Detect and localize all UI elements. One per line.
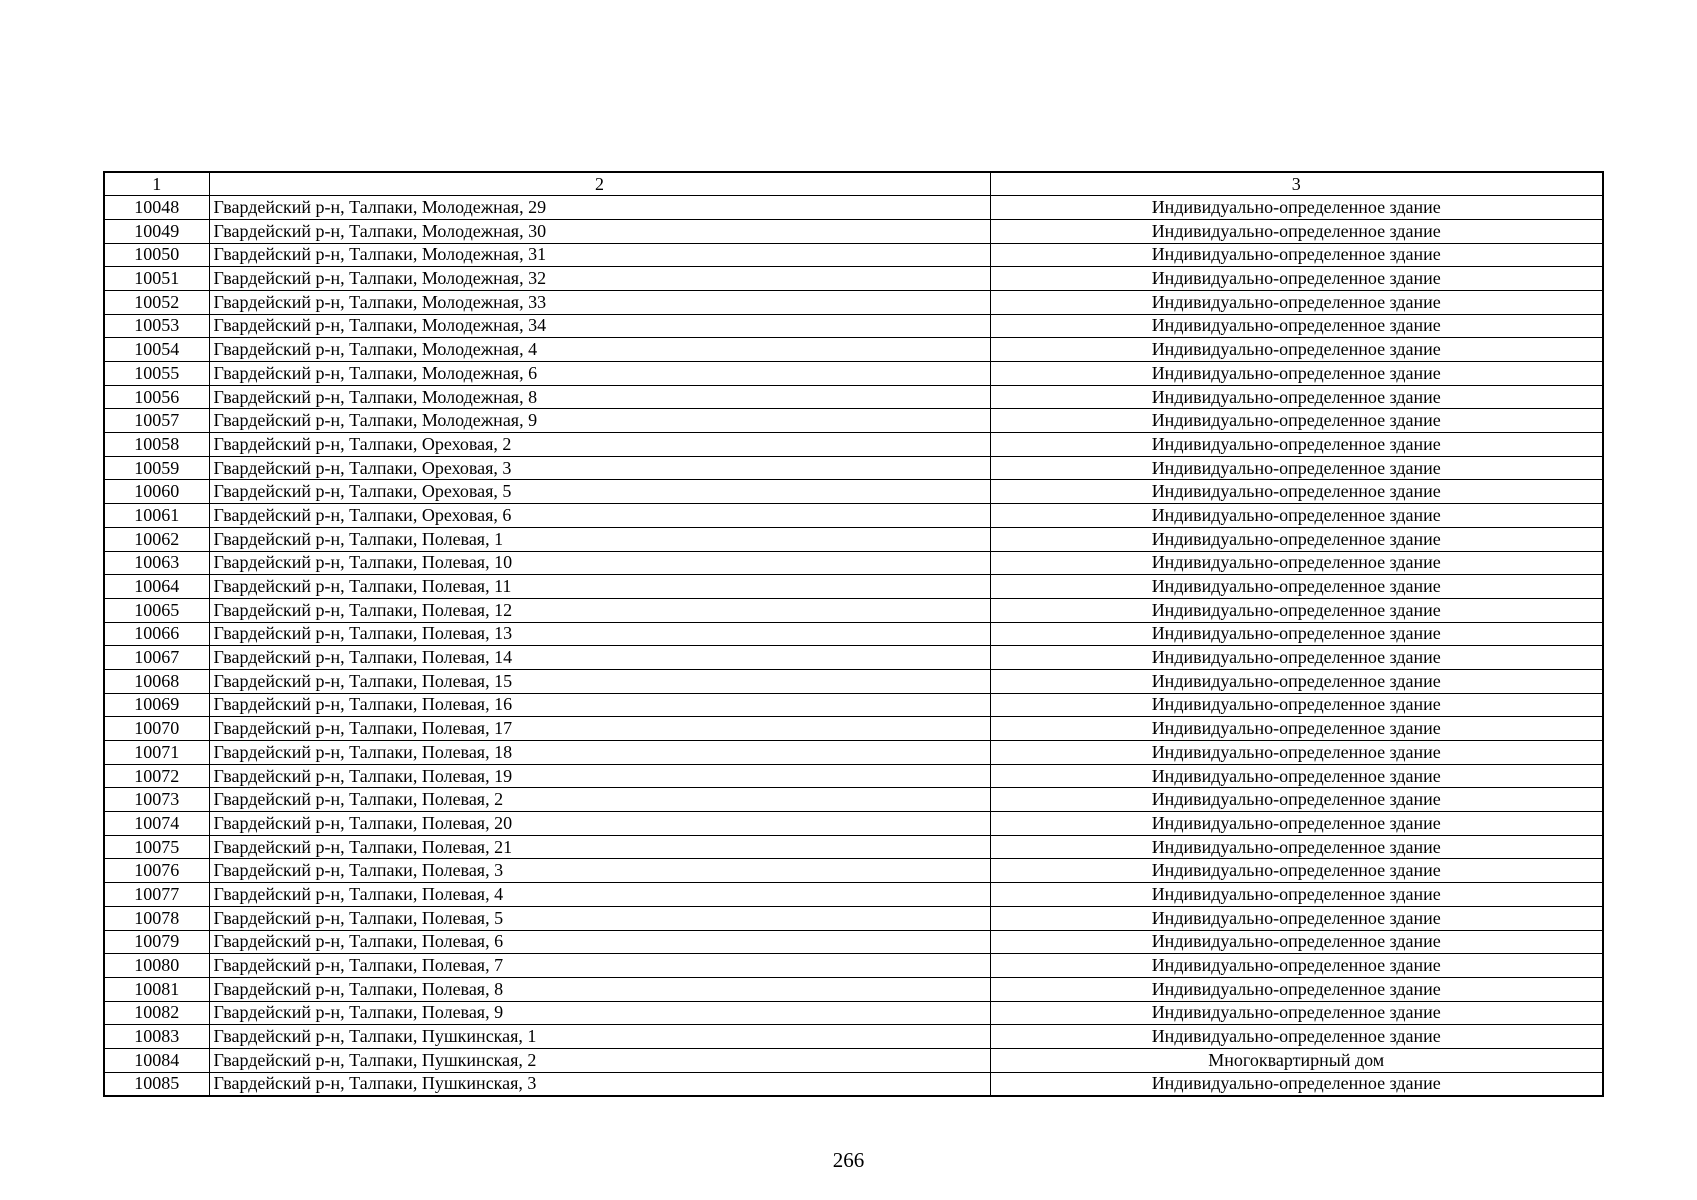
row-address: Гвардейский р-н, Талпаки, Полевая, 3: [209, 859, 990, 883]
row-number: 10064: [104, 575, 209, 599]
row-number: 10084: [104, 1048, 209, 1072]
row-number: 10059: [104, 456, 209, 480]
row-address: Гвардейский р-н, Талпаки, Полевая, 16: [209, 693, 990, 717]
row-address: Гвардейский р-н, Талпаки, Полевая, 10: [209, 551, 990, 575]
header-row: [104, 172, 1603, 196]
row-number: 10071: [104, 741, 209, 765]
row-number: 10079: [104, 930, 209, 954]
row-number: 10061: [104, 504, 209, 528]
table-row: [104, 835, 1603, 859]
table-row: [104, 385, 1603, 409]
row-number: 10081: [104, 977, 209, 1001]
table-row: [104, 764, 1603, 788]
row-number: 10074: [104, 812, 209, 836]
table-row: [104, 693, 1603, 717]
row-address: Гвардейский р-н, Талпаки, Полевая, 6: [209, 930, 990, 954]
table-row: [104, 243, 1603, 267]
row-object-type: Многоквартирный дом: [990, 1048, 1603, 1072]
row-address: Гвардейский р-н, Талпаки, Полевая, 15: [209, 669, 990, 693]
row-address: Гвардейский р-н, Талпаки, Полевая, 7: [209, 954, 990, 978]
row-address: Гвардейский р-н, Талпаки, Полевая, 14: [209, 646, 990, 670]
row-address: Гвардейский р-н, Талпаки, Ореховая, 2: [209, 433, 990, 457]
table-body: [104, 196, 1603, 1096]
row-object-type: Индивидуально-определенное здание: [990, 717, 1603, 741]
row-number: 10055: [104, 362, 209, 386]
table-row: [104, 859, 1603, 883]
table-row: [104, 883, 1603, 907]
row-address: Гвардейский р-н, Талпаки, Полевая, 18: [209, 741, 990, 765]
row-number: 10069: [104, 693, 209, 717]
row-object-type: Индивидуально-определенное здание: [990, 835, 1603, 859]
row-address: Гвардейский р-н, Талпаки, Пушкинская, 2: [209, 1048, 990, 1072]
row-object-type: Индивидуально-определенное здание: [990, 954, 1603, 978]
row-address: Гвардейский р-н, Талпаки, Молодежная, 34: [209, 314, 990, 338]
row-object-type: Индивидуально-определенное здание: [990, 764, 1603, 788]
row-object-type: Индивидуально-определенное здание: [990, 504, 1603, 528]
table-row: [104, 456, 1603, 480]
row-object-type: Индивидуально-определенное здание: [990, 1072, 1603, 1096]
row-address: Гвардейский р-н, Талпаки, Полевая, 4: [209, 883, 990, 907]
row-address: Гвардейский р-н, Талпаки, Молодежная, 8: [209, 385, 990, 409]
table-row: [104, 196, 1603, 220]
row-object-type: Индивидуально-определенное здание: [990, 859, 1603, 883]
table-row: [104, 646, 1603, 670]
row-object-type: Индивидуально-определенное здание: [990, 409, 1603, 433]
row-number: 10049: [104, 219, 209, 243]
row-object-type: Индивидуально-определенное здание: [990, 480, 1603, 504]
table-row: [104, 551, 1603, 575]
row-number: 10062: [104, 527, 209, 551]
row-object-type: Индивидуально-определенное здание: [990, 622, 1603, 646]
row-address: Гвардейский р-н, Талпаки, Молодежная, 6: [209, 362, 990, 386]
row-number: 10063: [104, 551, 209, 575]
table-row: [104, 622, 1603, 646]
row-address: Гвардейский р-н, Талпаки, Ореховая, 3: [209, 456, 990, 480]
row-number: 10065: [104, 598, 209, 622]
row-address: Гвардейский р-н, Талпаки, Полевая, 2: [209, 788, 990, 812]
row-address: Гвардейский р-н, Талпаки, Полевая, 21: [209, 835, 990, 859]
row-object-type: Индивидуально-определенное здание: [990, 290, 1603, 314]
table-row: [104, 362, 1603, 386]
row-object-type: Индивидуально-определенное здание: [990, 883, 1603, 907]
table-row: [104, 1048, 1603, 1072]
row-object-type: Индивидуально-определенное здание: [990, 456, 1603, 480]
row-object-type: Индивидуально-определенное здание: [990, 196, 1603, 220]
row-object-type: Индивидуально-определенное здание: [990, 693, 1603, 717]
header-col-2: 2: [209, 172, 990, 196]
row-number: 10073: [104, 788, 209, 812]
row-address: Гвардейский р-н, Талпаки, Полевая, 20: [209, 812, 990, 836]
row-number: 10050: [104, 243, 209, 267]
row-number: 10067: [104, 646, 209, 670]
row-object-type: Индивидуально-определенное здание: [990, 575, 1603, 599]
table-row: [104, 527, 1603, 551]
row-number: 10060: [104, 480, 209, 504]
table-row: [104, 267, 1603, 291]
table-row: [104, 598, 1603, 622]
row-object-type: Индивидуально-определенное здание: [990, 788, 1603, 812]
row-object-type: Индивидуально-определенное здание: [990, 551, 1603, 575]
row-number: 10080: [104, 954, 209, 978]
table-row: [104, 575, 1603, 599]
row-object-type: Индивидуально-определенное здание: [990, 243, 1603, 267]
row-address: Гвардейский р-н, Талпаки, Молодежная, 31: [209, 243, 990, 267]
row-number: 10083: [104, 1025, 209, 1049]
table-header: [104, 172, 1603, 196]
row-address: Гвардейский р-н, Талпаки, Ореховая, 5: [209, 480, 990, 504]
table-row: [104, 812, 1603, 836]
row-number: 10068: [104, 669, 209, 693]
row-address: Гвардейский р-н, Талпаки, Молодежная, 33: [209, 290, 990, 314]
row-number: 10058: [104, 433, 209, 457]
row-object-type: Индивидуально-определенное здание: [990, 219, 1603, 243]
row-address: Гвардейский р-н, Талпаки, Полевая, 11: [209, 575, 990, 599]
table-row: [104, 717, 1603, 741]
row-object-type: Индивидуально-определенное здание: [990, 598, 1603, 622]
row-address: Гвардейский р-н, Талпаки, Полевая, 1: [209, 527, 990, 551]
row-object-type: Индивидуально-определенное здание: [990, 433, 1603, 457]
row-object-type: Индивидуально-определенное здание: [990, 646, 1603, 670]
table-row: [104, 906, 1603, 930]
row-number: 10075: [104, 835, 209, 859]
row-address: Гвардейский р-н, Талпаки, Полевая, 5: [209, 906, 990, 930]
table-row: [104, 954, 1603, 978]
row-object-type: Индивидуально-определенное здание: [990, 338, 1603, 362]
table-row: [104, 977, 1603, 1001]
row-number: 10057: [104, 409, 209, 433]
row-address: Гвардейский р-н, Талпаки, Полевая, 9: [209, 1001, 990, 1025]
row-object-type: Индивидуально-определенное здание: [990, 362, 1603, 386]
row-number: 10066: [104, 622, 209, 646]
registry-table: [103, 171, 1604, 1097]
header-col-1: 1: [104, 172, 209, 196]
header-col-3: 3: [990, 172, 1603, 196]
table-row: [104, 433, 1603, 457]
row-address: Гвардейский р-н, Талпаки, Пушкинская, 1: [209, 1025, 990, 1049]
row-number: 10056: [104, 385, 209, 409]
row-object-type: Индивидуально-определенное здание: [990, 385, 1603, 409]
row-object-type: Индивидуально-определенное здание: [990, 1025, 1603, 1049]
table-row: [104, 338, 1603, 362]
row-number: 10054: [104, 338, 209, 362]
row-object-type: Индивидуально-определенное здание: [990, 1001, 1603, 1025]
row-number: 10076: [104, 859, 209, 883]
row-address: Гвардейский р-н, Талпаки, Полевая, 13: [209, 622, 990, 646]
row-object-type: Индивидуально-определенное здание: [990, 267, 1603, 291]
row-number: 10072: [104, 764, 209, 788]
row-number: 10070: [104, 717, 209, 741]
row-address: Гвардейский р-н, Талпаки, Молодежная, 4: [209, 338, 990, 362]
row-object-type: Индивидуально-определенное здание: [990, 977, 1603, 1001]
row-address: Гвардейский р-н, Талпаки, Молодежная, 29: [209, 196, 990, 220]
row-number: 10048: [104, 196, 209, 220]
table-row: [104, 219, 1603, 243]
row-object-type: Индивидуально-определенное здание: [990, 669, 1603, 693]
table-row: [104, 741, 1603, 765]
table-row: [104, 1001, 1603, 1025]
row-address: Гвардейский р-н, Талпаки, Молодежная, 30: [209, 219, 990, 243]
row-address: Гвардейский р-н, Талпаки, Ореховая, 6: [209, 504, 990, 528]
row-address: Гвардейский р-н, Талпаки, Полевая, 17: [209, 717, 990, 741]
row-number: 10082: [104, 1001, 209, 1025]
table-row: [104, 1025, 1603, 1049]
row-object-type: Индивидуально-определенное здание: [990, 812, 1603, 836]
page-number: 266: [832, 1148, 865, 1172]
row-address: Гвардейский р-н, Талпаки, Полевая, 19: [209, 764, 990, 788]
table-row: [104, 1072, 1603, 1096]
row-address: Гвардейский р-н, Талпаки, Полевая, 8: [209, 977, 990, 1001]
row-object-type: Индивидуально-определенное здание: [990, 930, 1603, 954]
row-number: 10085: [104, 1072, 209, 1096]
row-number: 10051: [104, 267, 209, 291]
row-address: Гвардейский р-н, Талпаки, Пушкинская, 3: [209, 1072, 990, 1096]
row-object-type: Индивидуально-определенное здание: [990, 741, 1603, 765]
row-number: 10078: [104, 906, 209, 930]
table-row: [104, 930, 1603, 954]
table-row: [104, 788, 1603, 812]
row-number: 10053: [104, 314, 209, 338]
table-row: [104, 504, 1603, 528]
table-row: [104, 314, 1603, 338]
table-row: [104, 669, 1603, 693]
row-number: 10052: [104, 290, 209, 314]
row-address: Гвардейский р-н, Талпаки, Полевая, 12: [209, 598, 990, 622]
row-object-type: Индивидуально-определенное здание: [990, 906, 1603, 930]
row-object-type: Индивидуально-определенное здание: [990, 314, 1603, 338]
row-object-type: Индивидуально-определенное здание: [990, 527, 1603, 551]
table-row: [104, 480, 1603, 504]
row-address: Гвардейский р-н, Талпаки, Молодежная, 32: [209, 267, 990, 291]
row-address: Гвардейский р-н, Талпаки, Молодежная, 9: [209, 409, 990, 433]
table-row: [104, 409, 1603, 433]
row-number: 10077: [104, 883, 209, 907]
table-row: [104, 290, 1603, 314]
